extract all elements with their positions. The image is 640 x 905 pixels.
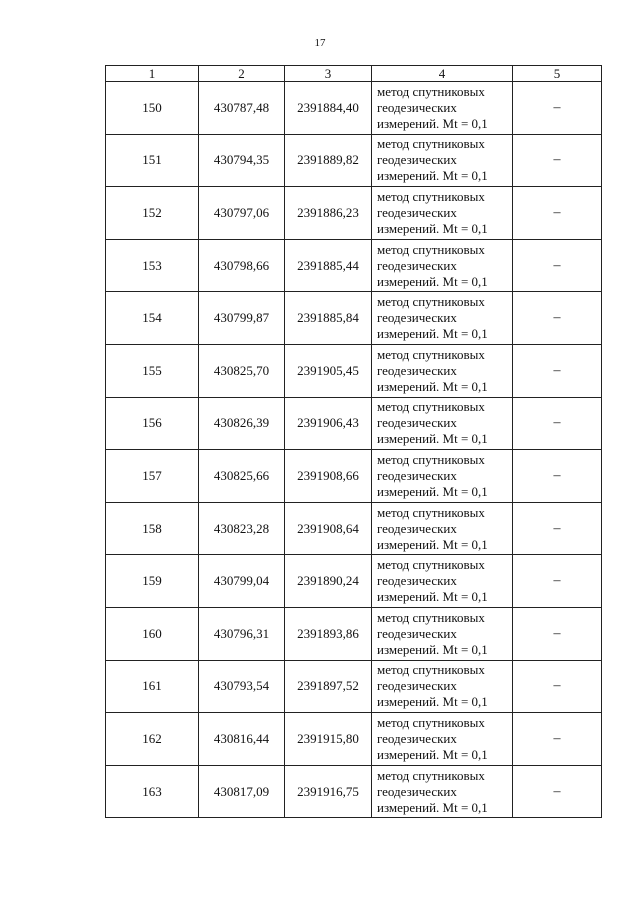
method-cell bbox=[372, 765, 513, 818]
method-cell bbox=[372, 555, 513, 608]
y-coordinate-cell: 2391886,23 bbox=[285, 187, 372, 240]
method-cell bbox=[372, 450, 513, 503]
method-text-line: измерений. Mt = 0,1 bbox=[377, 799, 488, 815]
note-cell: – bbox=[513, 607, 602, 660]
method-text-line: измерений. Mt = 0,1 bbox=[377, 220, 488, 236]
method-text-line: измерений. Mt = 0,1 bbox=[377, 641, 488, 657]
table-row bbox=[106, 134, 602, 187]
method-text-line: метод спутниковых bbox=[377, 399, 485, 415]
point-number-cell: 151 bbox=[106, 134, 199, 187]
note-cell: – bbox=[513, 502, 602, 555]
point-number-cell: 157 bbox=[106, 450, 199, 503]
method-text-line: измерений. Mt = 0,1 bbox=[377, 326, 488, 342]
table-row bbox=[106, 344, 602, 397]
table-body bbox=[106, 82, 602, 818]
method-text-line: геодезических bbox=[377, 310, 457, 326]
method-cell bbox=[372, 82, 513, 135]
x-coordinate-cell: 430796,31 bbox=[199, 607, 285, 660]
column-header-1: 1 bbox=[106, 66, 199, 82]
point-number-cell: 160 bbox=[106, 607, 199, 660]
table-row bbox=[106, 765, 602, 818]
x-coordinate-cell: 430817,09 bbox=[199, 765, 285, 818]
method-text-line: измерений. Mt = 0,1 bbox=[377, 168, 488, 184]
y-coordinate-cell: 2391916,75 bbox=[285, 765, 372, 818]
x-coordinate-cell: 430816,44 bbox=[199, 713, 285, 766]
y-coordinate-cell: 2391915,80 bbox=[285, 713, 372, 766]
column-header-4: 4 bbox=[372, 66, 513, 82]
column-header-3: 3 bbox=[285, 66, 372, 82]
method-text-line: метод спутниковых bbox=[377, 504, 485, 520]
x-coordinate-cell: 430794,35 bbox=[199, 134, 285, 187]
method-text-line: геодезических bbox=[377, 678, 457, 694]
x-coordinate-cell: 430799,04 bbox=[199, 555, 285, 608]
point-number-cell: 161 bbox=[106, 660, 199, 713]
point-number-cell: 152 bbox=[106, 187, 199, 240]
y-coordinate-cell: 2391897,52 bbox=[285, 660, 372, 713]
method-text-line: измерений. Mt = 0,1 bbox=[377, 431, 488, 447]
point-number-cell: 159 bbox=[106, 555, 199, 608]
x-coordinate-cell: 430798,66 bbox=[199, 239, 285, 292]
method-text-line: измерений. Mt = 0,1 bbox=[377, 694, 488, 710]
method-text-line: измерений. Mt = 0,1 bbox=[377, 536, 488, 552]
note-cell: – bbox=[513, 660, 602, 713]
note-cell: – bbox=[513, 239, 602, 292]
table-row bbox=[106, 82, 602, 135]
method-text-line: метод спутниковых bbox=[377, 609, 485, 625]
method-text-line: геодезических bbox=[377, 99, 457, 115]
point-number-cell: 156 bbox=[106, 397, 199, 450]
x-coordinate-cell: 430823,28 bbox=[199, 502, 285, 555]
method-text-line: измерений. Mt = 0,1 bbox=[377, 115, 488, 131]
y-coordinate-cell: 2391885,44 bbox=[285, 239, 372, 292]
y-coordinate-cell: 2391889,82 bbox=[285, 134, 372, 187]
method-text-line: измерений. Mt = 0,1 bbox=[377, 273, 488, 289]
method-text-line: метод спутниковых bbox=[377, 83, 485, 99]
note-cell: – bbox=[513, 555, 602, 608]
y-coordinate-cell: 2391906,43 bbox=[285, 397, 372, 450]
method-text-line: метод спутниковых bbox=[377, 241, 485, 257]
note-cell: – bbox=[513, 187, 602, 240]
note-cell: – bbox=[513, 292, 602, 345]
y-coordinate-cell: 2391890,24 bbox=[285, 555, 372, 608]
method-text-line: геодезических bbox=[377, 730, 457, 746]
method-text-line: геодезических bbox=[377, 257, 457, 273]
page-number: 17 bbox=[314, 37, 326, 49]
method-text-line: геодезических bbox=[377, 362, 457, 378]
table-row bbox=[106, 292, 602, 345]
y-coordinate-cell: 2391908,64 bbox=[285, 502, 372, 555]
coordinates-table bbox=[105, 65, 602, 818]
column-header-5: 5 bbox=[513, 66, 602, 82]
method-text-line: метод спутниковых bbox=[377, 714, 485, 730]
method-text-line: геодезических bbox=[377, 152, 457, 168]
method-text-line: метод спутниковых bbox=[377, 136, 485, 152]
method-text-line: метод спутниковых bbox=[377, 662, 485, 678]
table-row bbox=[106, 397, 602, 450]
method-cell bbox=[372, 134, 513, 187]
table-row bbox=[106, 187, 602, 240]
table-row bbox=[106, 502, 602, 555]
x-coordinate-cell: 430793,54 bbox=[199, 660, 285, 713]
table-row bbox=[106, 239, 602, 292]
table-header-row bbox=[106, 66, 602, 82]
y-coordinate-cell: 2391905,45 bbox=[285, 344, 372, 397]
method-text-line: метод спутниковых bbox=[377, 451, 485, 467]
y-coordinate-cell: 2391893,86 bbox=[285, 607, 372, 660]
point-number-cell: 155 bbox=[106, 344, 199, 397]
x-coordinate-cell: 430825,66 bbox=[199, 450, 285, 503]
x-coordinate-cell: 430797,06 bbox=[199, 187, 285, 240]
method-cell bbox=[372, 292, 513, 345]
method-cell bbox=[372, 239, 513, 292]
y-coordinate-cell: 2391884,40 bbox=[285, 82, 372, 135]
x-coordinate-cell: 430787,48 bbox=[199, 82, 285, 135]
method-text-line: метод спутниковых bbox=[377, 767, 485, 783]
method-cell bbox=[372, 344, 513, 397]
method-cell bbox=[372, 502, 513, 555]
method-text-line: геодезических bbox=[377, 783, 457, 799]
method-text-line: метод спутниковых bbox=[377, 294, 485, 310]
table-header bbox=[106, 66, 602, 82]
table-row bbox=[106, 713, 602, 766]
method-text-line: измерений. Mt = 0,1 bbox=[377, 483, 488, 499]
method-text-line: геодезических bbox=[377, 415, 457, 431]
method-cell bbox=[372, 660, 513, 713]
y-coordinate-cell: 2391908,66 bbox=[285, 450, 372, 503]
table-row bbox=[106, 607, 602, 660]
method-text-line: геодезических bbox=[377, 520, 457, 536]
method-text-line: геодезических bbox=[377, 467, 457, 483]
table-row bbox=[106, 555, 602, 608]
x-coordinate-cell: 430799,87 bbox=[199, 292, 285, 345]
note-cell: – bbox=[513, 397, 602, 450]
note-cell: – bbox=[513, 82, 602, 135]
x-coordinate-cell: 430825,70 bbox=[199, 344, 285, 397]
method-text-line: измерений. Mt = 0,1 bbox=[377, 589, 488, 605]
method-text-line: измерений. Mt = 0,1 bbox=[377, 746, 488, 762]
note-cell: – bbox=[513, 765, 602, 818]
method-text-line: метод спутниковых bbox=[377, 346, 485, 362]
note-cell: – bbox=[513, 344, 602, 397]
point-number-cell: 150 bbox=[106, 82, 199, 135]
table-row bbox=[106, 660, 602, 713]
note-cell: – bbox=[513, 134, 602, 187]
y-coordinate-cell: 2391885,84 bbox=[285, 292, 372, 345]
note-cell: – bbox=[513, 713, 602, 766]
method-text-line: измерений. Mt = 0,1 bbox=[377, 378, 488, 394]
point-number-cell: 158 bbox=[106, 502, 199, 555]
note-cell: – bbox=[513, 450, 602, 503]
method-cell bbox=[372, 397, 513, 450]
method-cell bbox=[372, 187, 513, 240]
x-coordinate-cell: 430826,39 bbox=[199, 397, 285, 450]
column-header-2: 2 bbox=[199, 66, 285, 82]
point-number-cell: 163 bbox=[106, 765, 199, 818]
method-cell bbox=[372, 607, 513, 660]
point-number-cell: 154 bbox=[106, 292, 199, 345]
method-text-line: метод спутниковых bbox=[377, 188, 485, 204]
method-cell bbox=[372, 713, 513, 766]
point-number-cell: 162 bbox=[106, 713, 199, 766]
method-text-line: метод спутниковых bbox=[377, 557, 485, 573]
method-text-line: геодезических bbox=[377, 625, 457, 641]
table-row bbox=[106, 450, 602, 503]
point-number-cell: 153 bbox=[106, 239, 199, 292]
method-text-line: геодезических bbox=[377, 204, 457, 220]
method-text-line: геодезических bbox=[377, 573, 457, 589]
